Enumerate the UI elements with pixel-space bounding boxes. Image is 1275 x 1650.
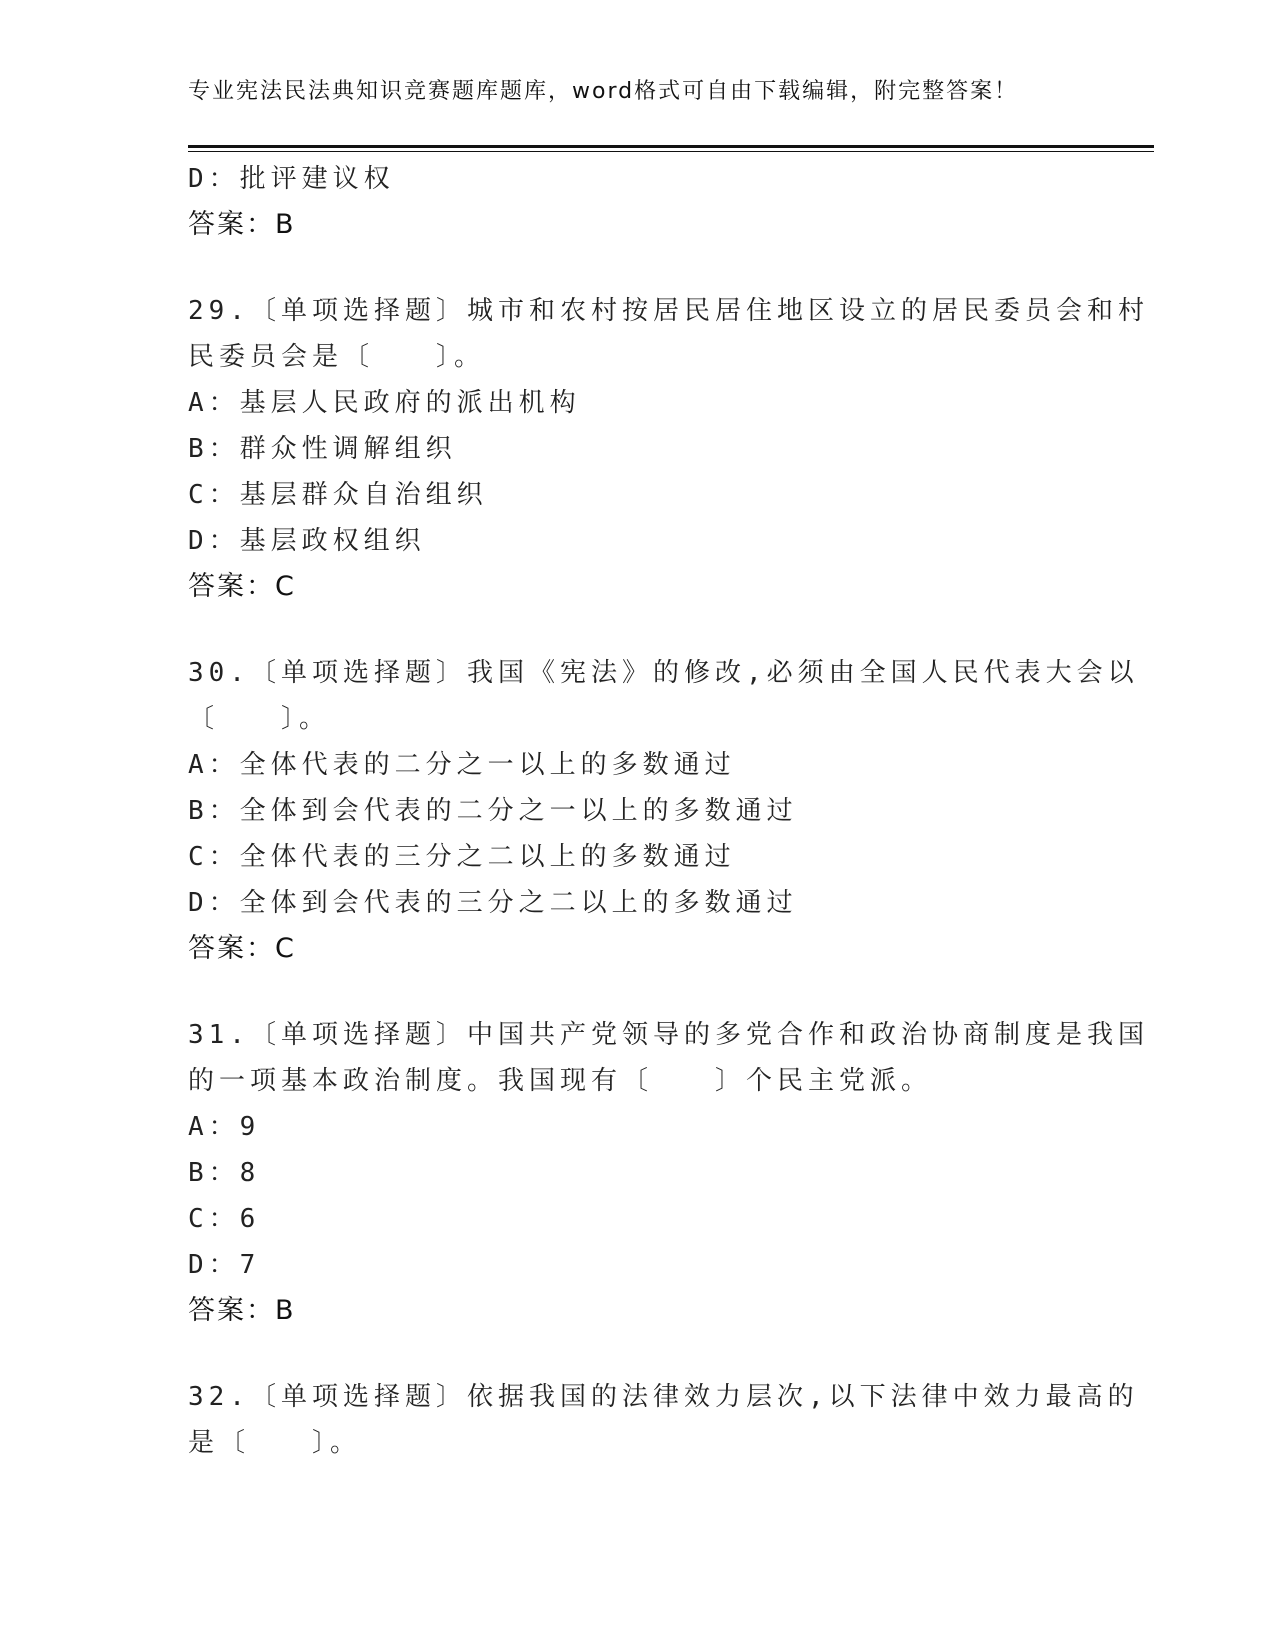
header-rule-thin (188, 151, 1154, 152)
answer-option: B：8 (188, 1158, 261, 1188)
answer-option: A：9 (188, 1112, 261, 1142)
question-stem-line: 〔 〕。 (188, 704, 331, 734)
question-stem-line: 的一项基本政治制度。我国现有〔 〕个民主党派。 (188, 1066, 933, 1096)
answer-line: 答案：B (188, 1295, 296, 1326)
answer-option: C：全体代表的三分之二以上的多数通过 (188, 842, 736, 872)
question-stem-line: 29.〔单项选择题〕城市和农村按居民居住地区设立的居民委员会和村 (188, 296, 1149, 326)
answer-line: 答案：C (188, 933, 296, 964)
answer-option: C：6 (188, 1204, 261, 1234)
answer-option: D：全体到会代表的三分之二以上的多数通过 (188, 888, 798, 918)
question-list (188, 288, 1149, 1466)
question-stem-line: 32.〔单项选择题〕依据我国的法律效力层次,以下法律中效力最高的 (188, 1382, 1139, 1412)
answer-line: 答案：B (188, 209, 296, 240)
question-block (188, 288, 1149, 610)
answer-option: C：基层群众自治组织 (188, 480, 488, 510)
question-block (188, 650, 1139, 972)
question-block (188, 1374, 1139, 1466)
question-stem-line: 30.〔单项选择题〕我国《宪法》的修改,必须由全国人民代表大会以 (188, 658, 1139, 688)
answer-option: A：全体代表的二分之一以上的多数通过 (188, 750, 736, 780)
question-block (188, 1012, 1149, 1334)
answer-option: D：基层政权组织 (188, 526, 426, 556)
question-stem-line: 民委员会是〔 〕。 (188, 342, 486, 372)
option-d: D：批评建议权 (188, 164, 395, 194)
answer-line: 答案：C (188, 571, 296, 602)
answer-option: B：群众性调解组织 (188, 434, 457, 464)
question-stem-line: 是〔 〕。 (188, 1428, 362, 1458)
answer-option: D：7 (188, 1250, 261, 1280)
page-header: 专业宪法民法典知识竞赛题库题库，word格式可自由下载编辑，附完整答案！ (188, 79, 1019, 104)
answer-option: B：全体到会代表的二分之一以上的多数通过 (188, 796, 798, 826)
document-body (188, 156, 1149, 1466)
answer-option: A：基层人民政府的派出机构 (188, 388, 581, 418)
question-stem-line: 31.〔单项选择题〕中国共产党领导的多党合作和政治协商制度是我国 (188, 1020, 1149, 1050)
carryover-block (188, 156, 1128, 248)
header-rule-thick (188, 145, 1154, 148)
